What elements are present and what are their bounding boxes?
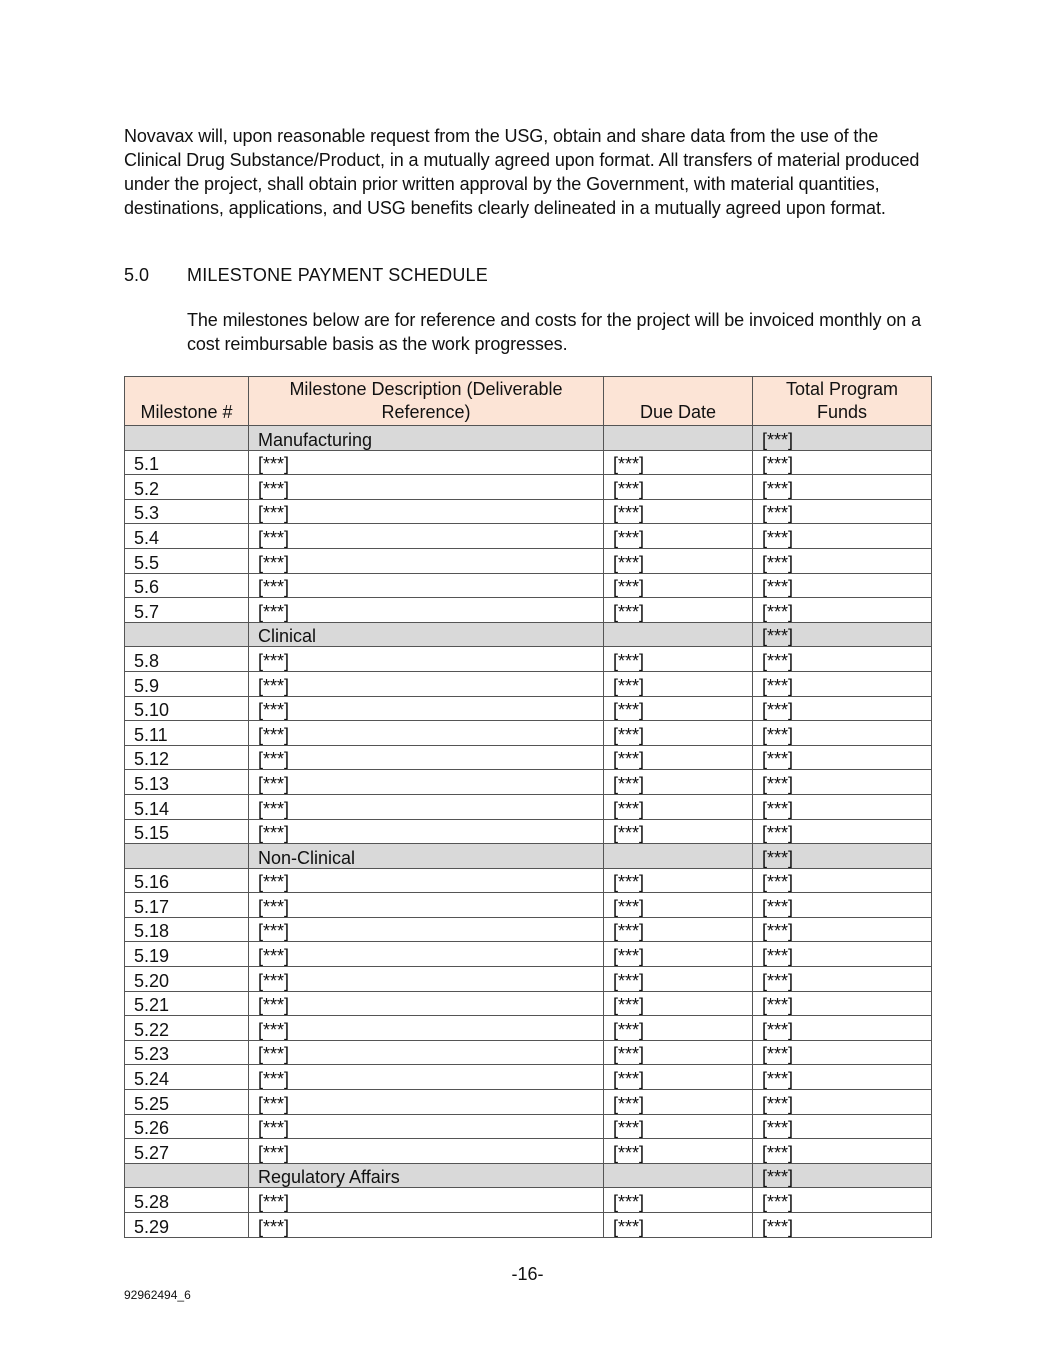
cell-description: [***] [249,745,604,770]
table-row [125,671,932,696]
cell-due-date: [***] [604,573,753,598]
cell-funds: [***] [753,844,932,869]
cell-milestone-number: 5.12 [125,745,249,770]
cell-description: [***] [249,721,604,746]
cell-milestone-number: 5.14 [125,794,249,819]
cell-funds: [***] [753,745,932,770]
table-row [125,1188,932,1213]
table-row [125,942,932,967]
cell-description: Non-Clinical [249,844,604,869]
table-row [125,647,932,672]
cell-funds: [***] [753,450,932,475]
table-row [125,573,932,598]
cell-due-date [604,844,753,869]
cell-description: [***] [249,548,604,573]
cell-milestone-number: 5.21 [125,991,249,1016]
cell-milestone-number: 5.19 [125,942,249,967]
cell-milestone-number: 5.28 [125,1188,249,1213]
cell-funds: [***] [753,524,932,549]
table-row [125,1139,932,1164]
cell-funds: [***] [753,819,932,844]
cell-description: [***] [249,671,604,696]
table-section-row [125,622,932,647]
cell-due-date: [***] [604,794,753,819]
section-title: MILESTONE PAYMENT SCHEDULE [187,265,488,285]
cell-milestone-number: 5.24 [125,1065,249,1090]
table-row [125,893,932,918]
table-row [125,1016,932,1041]
cell-due-date: [***] [604,524,753,549]
section-heading [124,263,488,287]
cell-milestone-number: 5.27 [125,1139,249,1164]
cell-milestone-number: 5.16 [125,868,249,893]
cell-description: [***] [249,942,604,967]
cell-milestone-number [125,1163,249,1188]
table-row [125,745,932,770]
cell-due-date [604,1163,753,1188]
table-row [125,967,932,992]
cell-funds: [***] [753,1016,932,1041]
cell-funds: [***] [753,622,932,647]
cell-description: [***] [249,1065,604,1090]
table-row [125,1090,932,1115]
cell-due-date: [***] [604,745,753,770]
cell-description: [***] [249,917,604,942]
cell-funds: [***] [753,1213,932,1238]
table-row [125,475,932,500]
cell-funds: [***] [753,917,932,942]
cell-milestone-number: 5.13 [125,770,249,795]
cell-description: [***] [249,524,604,549]
section-intro: The milestones below are for reference and costs for the project will be invoiced monthly on a cost reimbursable basis as the work progresses. [187,310,921,354]
cell-milestone-number: 5.1 [125,450,249,475]
table-row [125,696,932,721]
cell-due-date: [***] [604,917,753,942]
table-row [125,868,932,893]
cell-milestone-number: 5.17 [125,893,249,918]
cell-milestone-number: 5.8 [125,647,249,672]
cell-funds: [***] [753,499,932,524]
table-row [125,721,932,746]
cell-due-date: [***] [604,893,753,918]
table-row [125,450,932,475]
cell-due-date: [***] [604,1213,753,1238]
cell-funds: [***] [753,1139,932,1164]
cell-description: [***] [249,696,604,721]
cell-due-date: [***] [604,991,753,1016]
body-paragraph: Novavax will, upon reasonable request from the USG, obtain and share data from the use of the Clinical Drug Substance/Product, in a mutually agreed upon format. All transfers of material produced under the project, shall obtain prior written approval by the Government, with material quantities, destinations, applications, and USG benefits clearly delineated in a mutually agreed upon format. [124,126,920,218]
table-body [125,426,932,1238]
cell-milestone-number: 5.6 [125,573,249,598]
cell-milestone-number: 5.10 [125,696,249,721]
cell-milestone-number [125,622,249,647]
cell-description: [***] [249,819,604,844]
cell-description: Clinical [249,622,604,647]
cell-description: [***] [249,1114,604,1139]
cell-due-date: [***] [604,647,753,672]
table-row [125,794,932,819]
cell-milestone-number: 5.3 [125,499,249,524]
cell-description: [***] [249,794,604,819]
document-id: 92962494_6 [124,1288,191,1302]
cell-funds: [***] [753,1188,932,1213]
table-section-row [125,844,932,869]
cell-due-date: [***] [604,942,753,967]
table-row [125,598,932,623]
table-row [125,819,932,844]
cell-funds: [***] [753,721,932,746]
cell-description: [***] [249,893,604,918]
cell-milestone-number: 5.22 [125,1016,249,1041]
cell-due-date: [***] [604,1114,753,1139]
cell-description: [***] [249,450,604,475]
cell-description: [***] [249,1213,604,1238]
cell-due-date: [***] [604,671,753,696]
table-header-row [125,377,932,426]
cell-description: [***] [249,475,604,500]
cell-milestone-number [125,426,249,451]
cell-funds: [***] [753,1090,932,1115]
cell-due-date: [***] [604,548,753,573]
cell-description: [***] [249,598,604,623]
table-row [125,917,932,942]
cell-due-date: [***] [604,1040,753,1065]
cell-funds: [***] [753,548,932,573]
cell-milestone-number: 5.23 [125,1040,249,1065]
cell-milestone-number: 5.15 [125,819,249,844]
cell-funds: [***] [753,696,932,721]
cell-due-date [604,426,753,451]
header-milestone-number: Milestone # [125,377,249,426]
cell-funds: [***] [753,475,932,500]
cell-description: [***] [249,991,604,1016]
cell-funds: [***] [753,967,932,992]
table-row [125,770,932,795]
cell-funds: [***] [753,868,932,893]
cell-due-date: [***] [604,1139,753,1164]
cell-milestone-number: 5.11 [125,721,249,746]
cell-due-date: [***] [604,819,753,844]
cell-funds: [***] [753,1040,932,1065]
cell-milestone-number: 5.20 [125,967,249,992]
table-section-row [125,426,932,451]
table-row [125,524,932,549]
cell-due-date: [***] [604,696,753,721]
table-row [125,1040,932,1065]
cell-due-date [604,622,753,647]
cell-due-date: [***] [604,1090,753,1115]
cell-funds: [***] [753,770,932,795]
cell-due-date: [***] [604,1065,753,1090]
cell-funds: [***] [753,1065,932,1090]
cell-funds: [***] [753,991,932,1016]
table-row [125,499,932,524]
cell-funds: [***] [753,1114,932,1139]
cell-milestone-number: 5.26 [125,1114,249,1139]
cell-milestone-number: 5.29 [125,1213,249,1238]
cell-milestone-number: 5.4 [125,524,249,549]
cell-milestone-number: 5.25 [125,1090,249,1115]
cell-description: [***] [249,868,604,893]
section-number: 5.0 [124,265,150,285]
cell-due-date: [***] [604,721,753,746]
table-row [125,548,932,573]
cell-description: Manufacturing [249,426,604,451]
cell-description: [***] [249,1090,604,1115]
cell-milestone-number: 5.9 [125,671,249,696]
table-row [125,991,932,1016]
cell-description: [***] [249,647,604,672]
cell-milestone-number: 5.2 [125,475,249,500]
header-milestone-description: Milestone Description (Deliverable Reference) [249,377,604,426]
cell-due-date: [***] [604,967,753,992]
cell-description: [***] [249,967,604,992]
cell-description: Regulatory Affairs [249,1163,604,1188]
cell-milestone-number: 5.18 [125,917,249,942]
cell-description: [***] [249,573,604,598]
cell-description: [***] [249,1139,604,1164]
cell-due-date: [***] [604,475,753,500]
cell-description: [***] [249,499,604,524]
table-row [125,1065,932,1090]
header-total-program-funds: Total Program Funds [753,377,932,426]
cell-due-date: [***] [604,598,753,623]
cell-funds: [***] [753,598,932,623]
cell-milestone-number: 5.5 [125,548,249,573]
cell-due-date: [***] [604,450,753,475]
cell-funds: [***] [753,794,932,819]
cell-due-date: [***] [604,1016,753,1041]
cell-description: [***] [249,1188,604,1213]
cell-funds: [***] [753,647,932,672]
cell-due-date: [***] [604,770,753,795]
cell-funds: [***] [753,426,932,451]
cell-milestone-number [125,844,249,869]
cell-milestone-number: 5.7 [125,598,249,623]
cell-funds: [***] [753,573,932,598]
page-number: -16- [511,1264,544,1284]
cell-funds: [***] [753,942,932,967]
table-section-row [125,1163,932,1188]
table-row [125,1213,932,1238]
table-row [125,1114,932,1139]
cell-funds: [***] [753,893,932,918]
cell-funds: [***] [753,671,932,696]
header-due-date: Due Date [604,377,753,426]
cell-description: [***] [249,770,604,795]
cell-due-date: [***] [604,499,753,524]
milestone-table [124,376,932,1238]
cell-due-date: [***] [604,1188,753,1213]
cell-funds: [***] [753,1163,932,1188]
cell-due-date: [***] [604,868,753,893]
cell-description: [***] [249,1016,604,1041]
cell-description: [***] [249,1040,604,1065]
